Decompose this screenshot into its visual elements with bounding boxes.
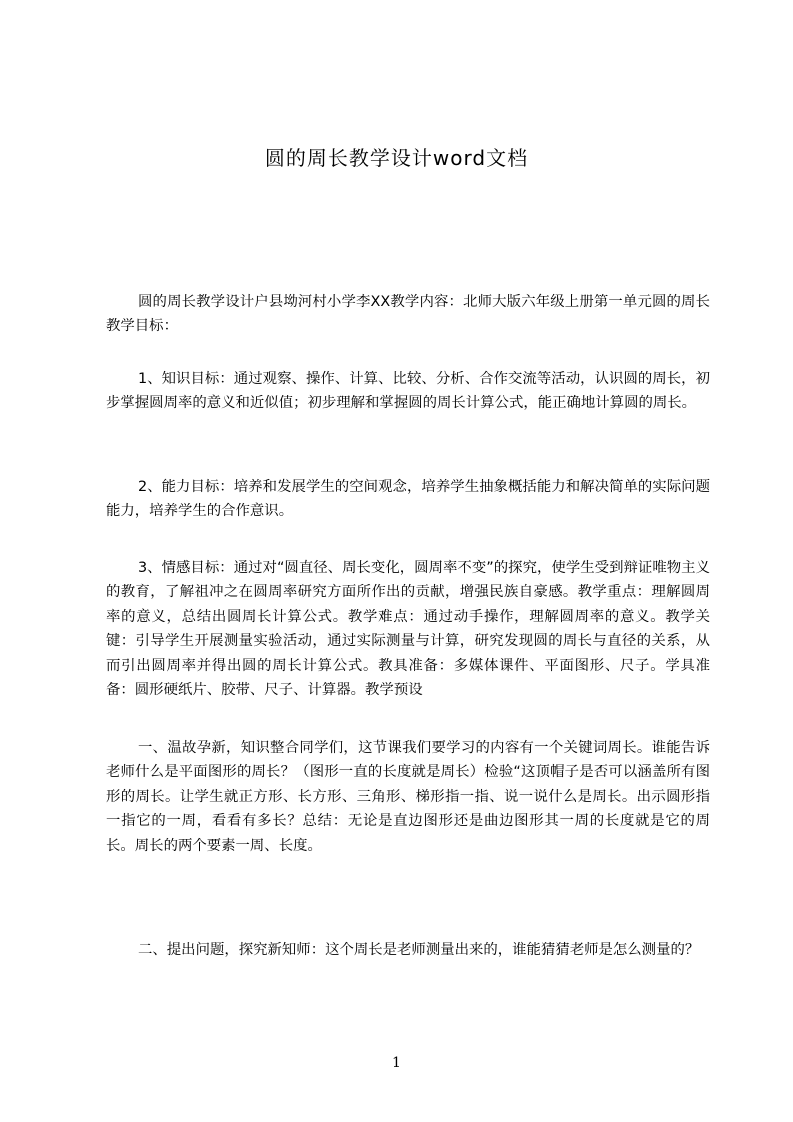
paragraph-review-section: 一、温故孕新，知识整合同学们，这节课我们要学习的内容有一个关键词周长。谁能告诉老师什么是平面图形的周长？（图形一直的长度就是周长）检验“这顶帽子是否可以涵盖所有图形的周长。让学生就正方形、长方形、三角形、梯形指一指、说一说什么是周长。出示圆形指一指它的一周，看看有多长？总结：无论是直边图形还是曲边图形其一周的长度就是它的周长。周长的两个要素一周、长度。 (106, 740, 710, 854)
paragraph-ability-goal: 2、能力目标：培养和发展学生的空间观念，培养学生抽象概括能力和解决简单的实际问题能力，培养学生的合作意识。 (106, 479, 710, 520)
paragraph-intro: 圆的周长教学设计户县坳河村小学李XX教学内容：北师大版六年级上册第一单元圆的周长教学目标： (106, 294, 710, 335)
paragraph-emotion-goal: 3、情感目标：通过对“圆直径、周长变化，圆周率不变”的探究，使学生受到辩证唯物主义的教育，了解祖冲之在圆周率研究方面所作出的贡献，增强民族自豪感。教学重点：理解圆周率的意义，总结出圆周长计算公式。教学难点：通过动手操作，理解圆周率的意义。教学关键：引导学生开展测量实验活动，通过实际测量与计算，研究发现圆的周长与直径的关系，从而引出圆周率并得出圆的周长计算公式。教具准备：多媒体课件、平面图形、尺子。学具准备：圆形硬纸片、胶带、尺子、计算器。教学预设 (106, 560, 710, 699)
page-number: 1 (392, 1055, 401, 1071)
paragraph-knowledge-goal: 1、知识目标：通过观察、操作、计算、比较、分析、合作交流等活动，认识圆的周长，初步掌握圆周率的意义和近似值；初步理解和掌握圆的周长计算公式，能正确地计算圆的周长。 (106, 371, 710, 412)
paragraph-question-section: 二、提出问题，探究新知师：这个周长是老师测量出来的，谁能猜猜老师是怎么测量的？ (138, 942, 700, 958)
document-title: 圆的周长教学设计word文档 (264, 146, 529, 170)
